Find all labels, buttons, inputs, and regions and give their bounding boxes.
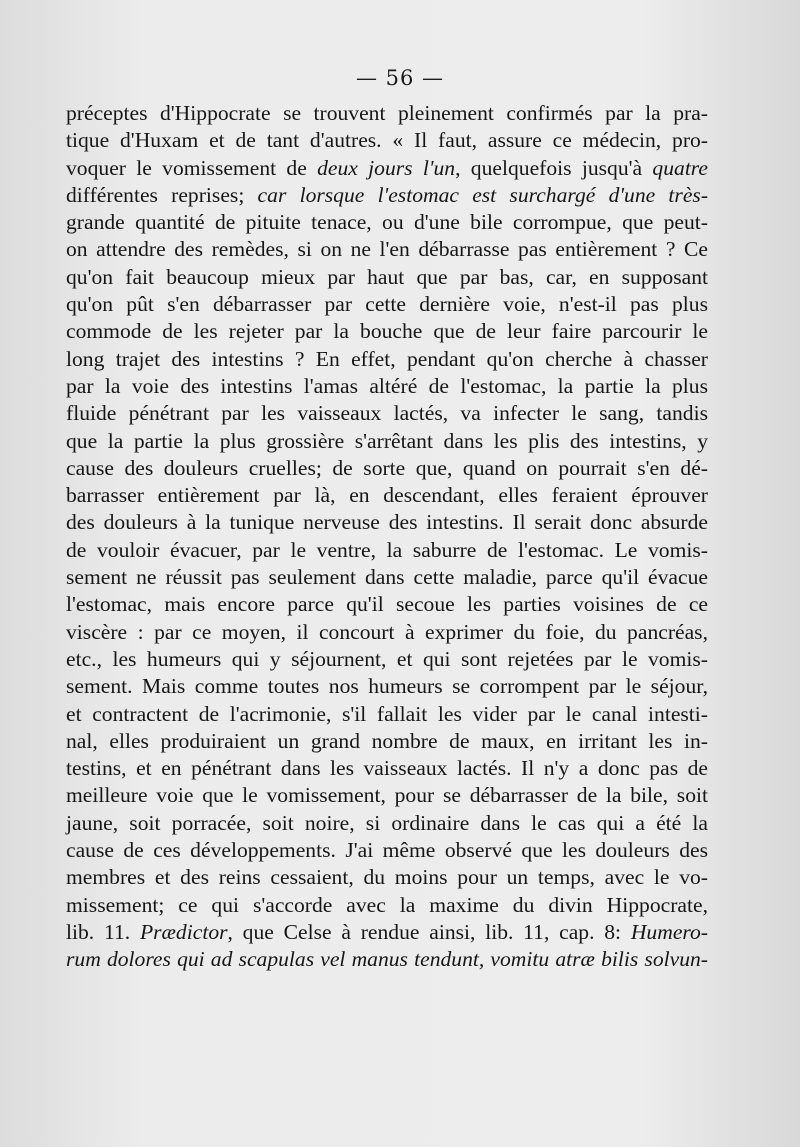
- text-line: sement ne réussit pas seulement dans cette maladie, parce qu'il évacue: [66, 565, 708, 590]
- text-line: qu'on fait beaucoup mieux par haut que par bas, car, en supposant: [66, 264, 708, 289]
- text-line: voquer le vomissement de deux jours l'un, quelquefois jusqu'à quatre: [66, 155, 708, 180]
- text-line: différentes reprises; car lorsque l'estomac est surchargé d'une très-: [66, 182, 709, 207]
- text-line: des douleurs à la tunique nerveuse des intestins. Il serait donc absurde: [66, 510, 708, 535]
- text-line: etc., les humeurs qui y séjournent, et qui sont rejetées par le vomis-: [66, 646, 708, 671]
- text-line: et contractent de l'acrimonie, s'il fallait les vider par le canal intesti-: [66, 701, 708, 726]
- text-line: sement. Mais comme toutes nos humeurs se corrompent par le séjour,: [66, 674, 708, 699]
- italic-phrase: deux jours l'un: [317, 155, 456, 180]
- text-line: missement; ce qui s'accorde avec la maxime du divin Hippocrate,: [66, 892, 708, 917]
- page-number: — 56 —: [355, 66, 445, 90]
- text-line: qu'on pût s'en débarrasser par cette dernière voie, n'est-il pas plus: [66, 292, 708, 317]
- text-line: nal, elles produiraient un grand nombre de maux, en irritant les in-: [66, 728, 708, 753]
- text-line: [66, 946, 708, 973]
- italic-phrase: car lorsque l'estomac est surchargé d'une très-: [244, 182, 709, 207]
- text-line: commode de les rejeter par la bouche que de leur faire parcourir le: [66, 319, 708, 344]
- text-line: lib. 11. Prædictor, que Celse à rendue ainsi, lib. 11, cap. 8: Humero-: [66, 919, 708, 944]
- italic-phrase: Prædictor: [139, 919, 228, 944]
- text-line: de vouloir évacuer, par le ventre, la saburre de l'estomac. Le vomis-: [66, 537, 708, 562]
- text-line: barrasser entièrement par là, en descendant, elles feraient éprouver: [66, 483, 708, 508]
- text-line: jaune, soit porracée, soit noire, si ordinaire dans le cas qui a été la: [66, 810, 708, 835]
- text-line: cause des douleurs cruelles; de sorte que, quand on pourrait s'en dé-: [66, 455, 708, 480]
- text-line: l'estomac, mais encore parce qu'il secoue les parties voisines de ce: [66, 592, 708, 617]
- text-line: meilleure voie que le vomissement, pour se débarrasser de la bile, soit: [66, 783, 708, 808]
- text-line: on attendre des remèdes, si on ne l'en débarrasse pas entièrement ? Ce: [66, 237, 708, 262]
- text-line: préceptes d'Hippocrate se trouvent pleinement confirmés par la pra-: [66, 101, 708, 125]
- text-line: tique d'Huxam et de tant d'autres. « Il faut, assure ce médecin, pro-: [66, 128, 708, 153]
- text-line: cause de ces développements. J'ai même observé que les douleurs des: [66, 838, 708, 863]
- italic-phrase: Humero-: [630, 919, 708, 944]
- body-text: [66, 100, 708, 974]
- text-line: testins, et en pénétrant dans les vaisseaux lactés. Il n'y a donc pas de: [66, 756, 708, 781]
- text-line: que la partie la plus grossière s'arrêtant dans les plis des intestins, y: [66, 428, 708, 453]
- text-line: fluide pénétrant par les vaisseaux lactés, va infecter le sang, tandis: [66, 401, 708, 426]
- italic-phrase: quatre: [652, 155, 708, 180]
- text-line: long trajet des intestins ? En effet, pendant qu'on cherche à chasser: [66, 346, 708, 371]
- text-line: par la voie des intestins l'amas altéré de l'estomac, la partie la plus: [66, 373, 708, 398]
- text-line: membres et des reins cessaient, du moins pour un temps, avec le vo-: [66, 865, 708, 890]
- text-line: viscère : par ce moyen, il concourt à exprimer du foie, du pancréas,: [66, 619, 708, 644]
- text-line: grande quantité de pituite tenace, ou d'une bile corrompue, que peut-: [66, 210, 708, 235]
- italic-phrase: rum dolores qui ad scapulas vel manus tendunt, vomitu atræ bilis solvun-: [66, 947, 708, 972]
